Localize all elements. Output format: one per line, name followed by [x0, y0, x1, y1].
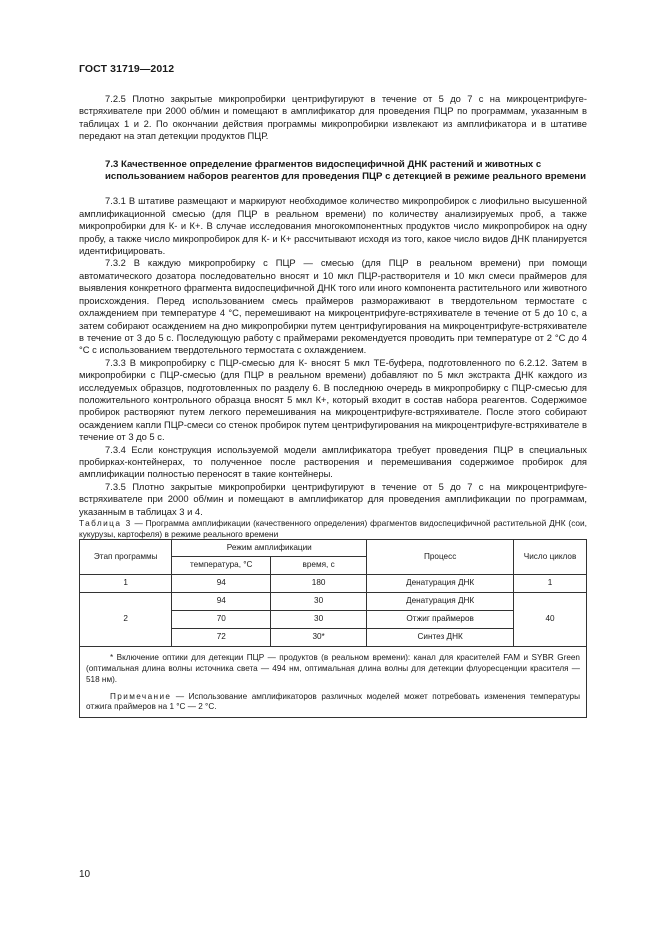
cell-process: Синтез ДНК — [367, 629, 514, 647]
header-temperature: температура, °С — [172, 557, 271, 575]
table-row — [80, 593, 587, 611]
section-heading-7-3: 7.3 Качественное определение фрагментов видоспецифичной ДНК растений и животных с использованием наборов реагентов для проведения ПЦР с детекцией в режиме реального времени — [105, 158, 586, 183]
page-number: 10 — [79, 869, 91, 880]
header-cycles: Число циклов — [514, 540, 587, 575]
table-footnote: * Включение оптики для детекции ПЦР — продуктов (в реальном времени): канал для красителей FAM и SYBR Green (оптимальная длина волны источника света — 494 нм, оптимальная длина волны для детекции флуоресценции красителя — 518 нм). — [86, 653, 580, 684]
cell-temperature: 72 — [172, 629, 271, 647]
table-footnote-cell — [80, 647, 587, 718]
cell-time: 180 — [271, 575, 367, 593]
cell-time: 30 — [271, 593, 367, 611]
paragraph-7-3-5: 7.3.5 Плотно закрытые микропробирки центрифугируют в течение от 5 до 7 с на микроцентрифуге-встряхивателе при 2000 об/мин и помещают в амплификатор для проведения амплификации по программам, указанным в таблицах 3 и 4. — [79, 480, 587, 517]
table-row — [80, 575, 587, 593]
cell-cycles: 1 — [514, 575, 587, 593]
table-note-label: Примечание — [110, 691, 172, 701]
cell-process: Денатурация ДНК — [367, 593, 514, 611]
document-header: ГОСТ 31719—2012 — [79, 63, 175, 75]
table-caption — [79, 518, 587, 539]
header-stage: Этап программы — [80, 540, 172, 575]
paragraph-7-3-1: 7.3.1 В штативе размещают и маркируют необходимое количество микропробирок с лиофильно высушенной амплификационной смесью (для ПЦР в реальном времени) по количеству анализируемых проб, а также микропробирки для К- и К+. В случае исследования многокомпонентных продуктов число микропробирок на одну пробу, а также число микропробирок для К- и К+ рассчитывают исходя из того, какое число видов ДНК планируется идентифицировать. — [79, 195, 587, 257]
cell-process: Отжиг праймеров — [367, 611, 514, 629]
cell-time: 30 — [271, 611, 367, 629]
cell-stage: 2 — [80, 593, 172, 647]
header-process: Процесс — [367, 540, 514, 575]
amplification-table — [79, 539, 587, 718]
cell-cycles: 40 — [514, 593, 587, 647]
paragraph-7-3-3: 7.3.3 В микропробирку с ПЦР-смесью для К- вносят 5 мкл ТЕ-буфера, подготовленного по 6.2.12. Затем в микропробирки с ПЦР-смесью (для ПЦР в реальном времени) добавляют по 5 мкл экстракта ДНК каждого из исследуемых образцов, подготовленных по разделу 6. В последнюю очередь в микропробирку с ПЦР-смесью для положительного контрольного образца вносят 5 мкл К+, который входит в состав набора реагентов. Содержимое пробирок растворяют путем легкого перемешивания на микроцентрифуге-встряхивателе. После этого собирают осаждением капли ПЦР-смеси со стенок пробирок путем центрифугирования на микроцентрифуге-встряхивателе в течение от 3 до 5 с. — [79, 356, 587, 443]
table-caption-text: — Программа амплификации (качественного определения) фрагментов видоспецифичной растительной ДНК (сои, кукурузы, картофеля) в режиме реального времени — [79, 518, 587, 539]
header-mode: Режим амплификации — [172, 540, 367, 557]
cell-temperature: 70 — [172, 611, 271, 629]
table-note — [86, 692, 580, 714]
body-text — [79, 93, 587, 718]
cell-time: 30* — [271, 629, 367, 647]
cell-temperature: 94 — [172, 575, 271, 593]
table-caption-label: Таблица 3 — [79, 518, 132, 528]
paragraph-7-2-5: 7.2.5 Плотно закрытые микропробирки центрифугируют в течение от 5 до 7 с на микроцентрифуге-встряхивателе при 2000 об/мин и помещают в амплификатор для проведения ПЦР по программам, указанным в таблицах 1 и 2. По окончании действия программы микропробирки извлекают из амплификатора и в штативе передают на этап детекции продуктов ПЦР. — [79, 93, 587, 142]
cell-stage: 1 — [80, 575, 172, 593]
cell-process: Денатурация ДНК — [367, 575, 514, 593]
cell-temperature: 94 — [172, 593, 271, 611]
table-note-text: — Использование амплификаторов различных моделей может потребовать изменения температуры отжига праймеров на 1 °С — 2 °С. — [86, 691, 580, 712]
header-time: время, с — [271, 557, 367, 575]
paragraph-7-3-2: 7.3.2 В каждую микропробирку с ПЦР — смесью (для ПЦР в реальном времени) при помощи автоматического дозатора последовательно вносят и 10 мкл ПЦР-растворителя и 10 мкл смеси праймеров для выявления конкретного фрагмента видоспецифичной ДНК того или иного компонента растительного или животного происхождения. Перед использованием смесь праймеров размораживают в твердотельном термостате с охлаждением при температуре 4 °С, перемешивают на микроцентрифуге-встряхивателе в течение от 5 до 10 с, а затем собирают осаждением на дно микропробирки путем центрифугирования на микроцентрифуге-встряхивателе в течение от 3 до 5 с. Последующую работу с праймерами рекомендуется проводить при температуре от 2 °С до 4 °С с использованием твердотельного термостата с охлаждением. — [79, 257, 587, 356]
paragraph-7-3-4: 7.3.4 Если конструкция используемой модели амплификатора требует проведения ПЦР в специальных пробирках-контейнерах, то полученное после растворения и перемешивания содержимое пробирок для амплификации полностью переносят в такие контейнеры. — [79, 443, 587, 480]
